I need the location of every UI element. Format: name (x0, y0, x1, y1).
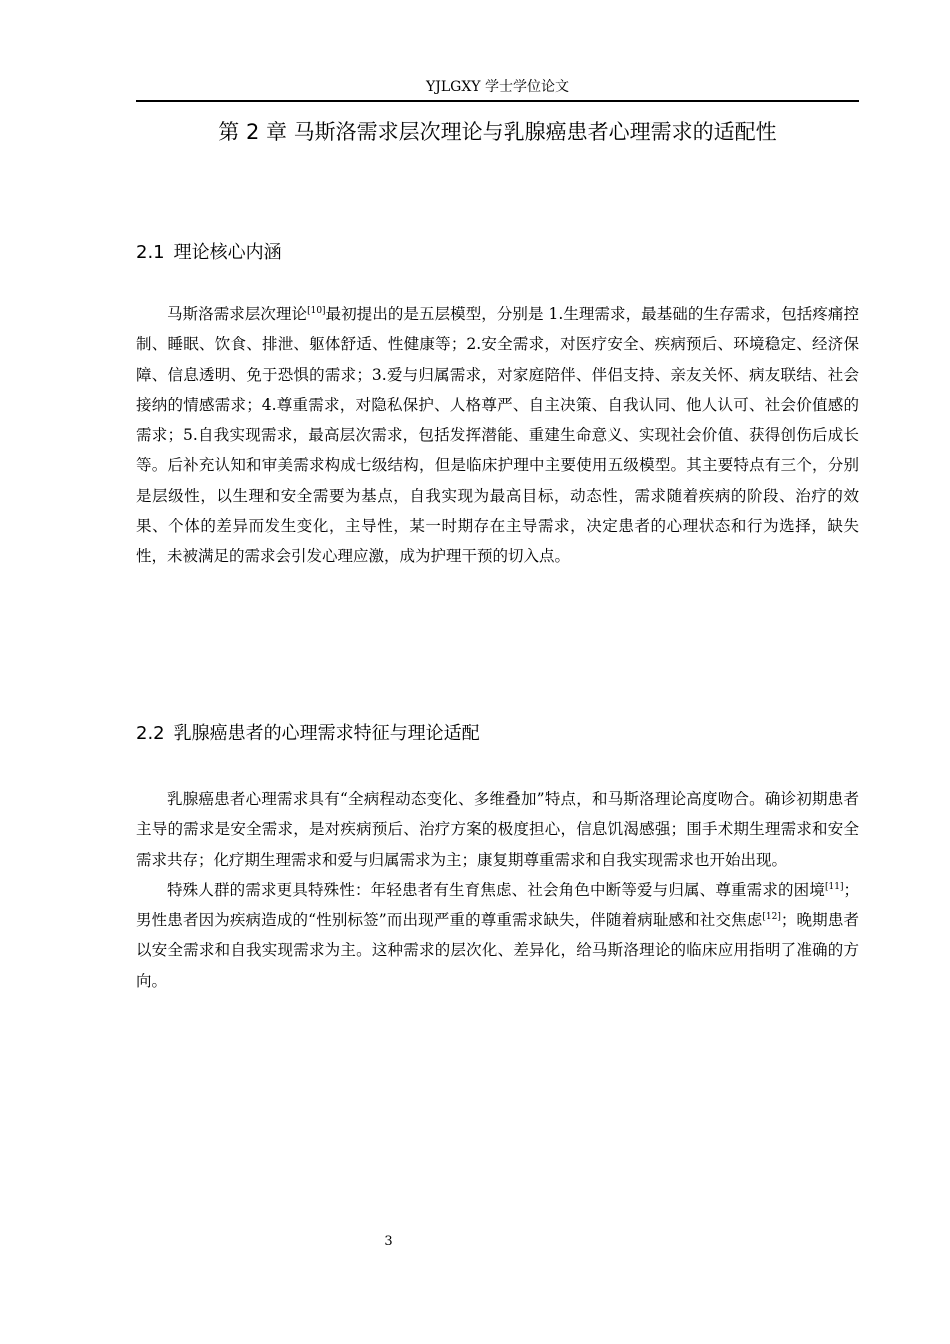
citation-superscript: [12] (762, 912, 781, 923)
paragraph-text: 特殊人群的需求更具特殊性：年轻患者有生育焦虑、社会角色中断等爱与归属、尊重需求的困境 (167, 880, 825, 899)
paragraph-text: 最初提出的是五层模型，分别是 1.生理需求，最基础的生存需求，包括疼痛控制、睡眠、饮食、排泄、躯体舒适、性健康等；2.安全需求，对医疗安全、疾病预后、环境稳定、经济保障、信息透明、免于恐惧的需求；3.爱与归属需求，对家庭陪伴、伴侣支持、亲友关怀、病友联结、社会接纳的情感需求；4.尊重需求，对隐私保护、人格尊严、自主决策、自我认同、他人认可、社会价值感的需求；5.自我实现需求，最高层次需求，包括发挥潜能、重建生命意义、实现社会价值、获得创伤后成长等。后补充认知和审美需求构成七级结构，但是临床护理中主要使用五级模型。其主要特点有三个，分别是层级性，以生理和安全需要为基点，自我实现为最高目标，动态性，需求随着疾病的阶段、治疗的效果、个体的差异而发生变化，主导性，某一时期存在主导需求，决定患者的心理状态和行为选择，缺失性，未被满足的需求会引发心理应激，成为护理干预的切入点。 (136, 305, 859, 566)
paragraph (136, 784, 859, 875)
section-title: 理论核心内涵 (173, 242, 282, 263)
header-rule (136, 100, 859, 102)
paragraph-text: 乳腺癌患者心理需求具有“全病程动态变化、多维叠加”特点，和马斯洛理论高度吻合。确诊初期患者主导的需求是安全需求，是对疾病预后、治疗方案的极度担心，信息饥渴感强；围手术期生理需求和安全需求共存；化疗期生理需求和爱与归属需求为主；康复期尊重需求和自我实现需求也开始出现。 (136, 790, 859, 869)
paragraph-text: ；晚期患者以安全需求和自我实现需求为主。这种需求的层次化、差异化，给马斯洛理论的临床应用指明了准确的方向。 (136, 911, 859, 990)
section-title: 乳腺癌患者的心理需求特征与理论适配 (173, 723, 480, 744)
running-header: YJLGXY 学士学位论文 (426, 79, 569, 95)
citation-superscript: [10] (307, 305, 326, 316)
section-number: 2.1 (136, 242, 165, 263)
chapter-title: 第 2 章 马斯洛需求层次理论与乳腺癌患者心理需求的适配性 (218, 120, 777, 144)
paragraph (136, 299, 859, 572)
section-2-2-body (136, 784, 859, 996)
paragraph-text: 马斯洛需求层次理论 (167, 305, 308, 323)
paragraph (136, 875, 859, 996)
citation-superscript: [11] (825, 881, 844, 892)
section-number: 2.2 (136, 723, 165, 744)
section-heading-2-2 (136, 722, 859, 746)
section-2-1-body (136, 299, 859, 572)
paragraph-text: ；男性患者因为疾病造成的“性别标签”而出现严重的尊重需求缺失，伴随着病耻感和社交焦虑 (136, 880, 859, 930)
section-heading-2-1 (136, 241, 859, 265)
page-number: 3 (384, 1234, 393, 1249)
